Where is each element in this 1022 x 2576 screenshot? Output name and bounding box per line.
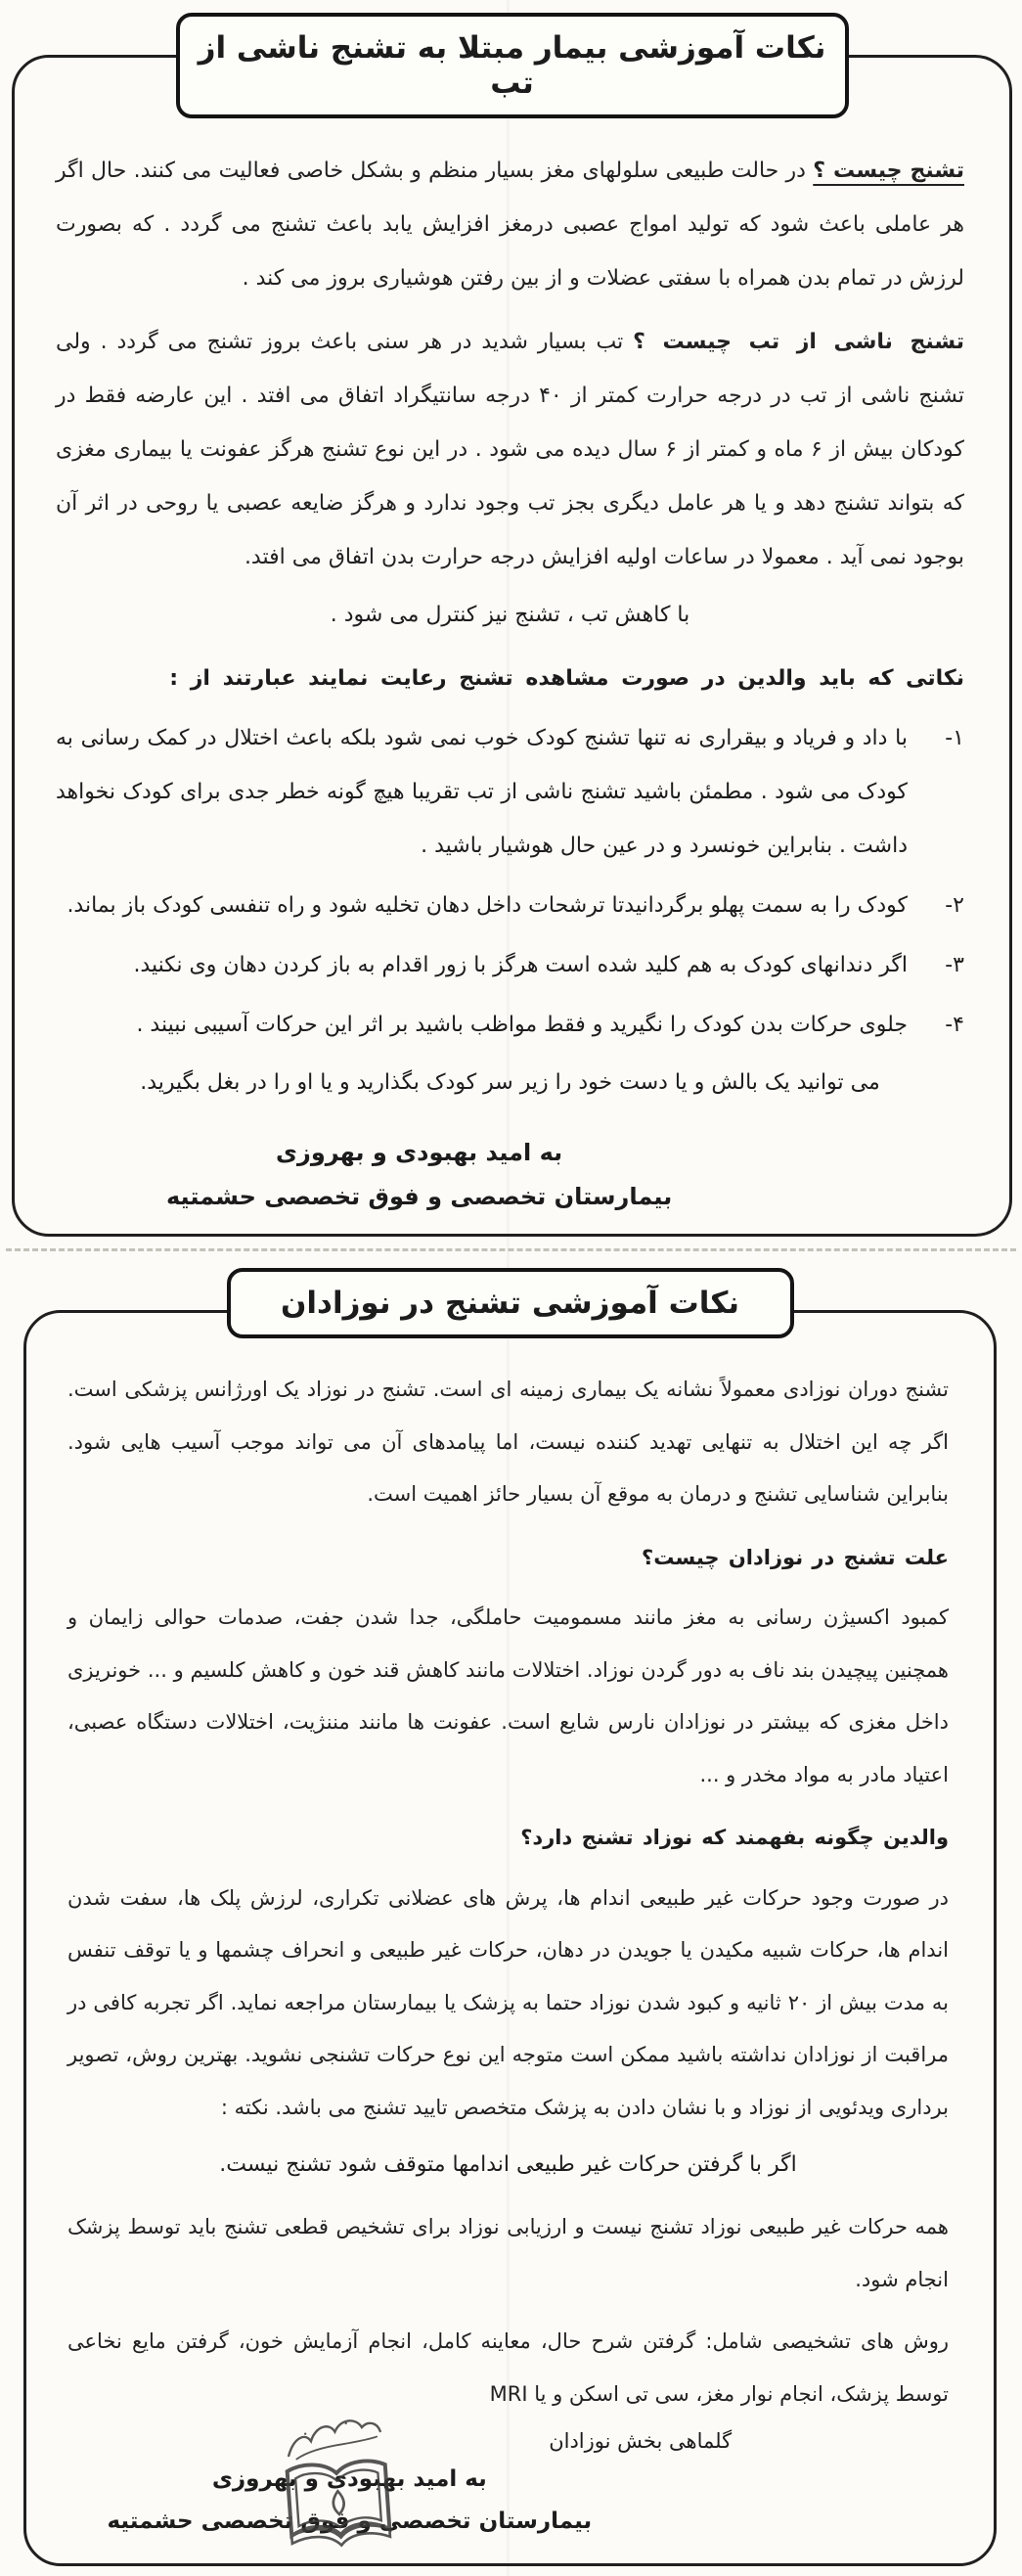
- medical-university-open-book-seal-icon: [268, 2408, 407, 2563]
- doc2-evaluation-paragraph: همه حرکات غیر طبیعی نوزاد تشنج نیست و ارزیابی نوزاد برای تشخیص قطعی تشنج باید توسط پزشک انجام شود.: [67, 2215, 949, 2291]
- list-item-text: جلوی حرکات بدن کودک را نگیرید و فقط مواظب باشید بر اثر این حرکات آسیبی نبیند .: [136, 1012, 908, 1037]
- doc2-neonatal-ward-signature: گلماهی بخش نوزادان: [549, 2428, 733, 2453]
- doc2-footer-hospital-name: بیمارستان تخصصی و فوق تخصصی حشمتیه: [107, 2508, 593, 2535]
- list-item: [56, 879, 964, 932]
- list-item-number: ۲-: [945, 892, 964, 918]
- doc2-recognize-paragraph: در صورت وجود حرکات غیر طبیعی اندام ها، پرش های عضلانی تکراری، لرزش پلک ها، سفت شدن اندام ها، حرکات شبیه مکیدن یا جویدن در دهان، حرکات غیر طبیعی و انحراف چشمها و یا توقف تنفس به مدت بیش از ۲۰ ثانیه و کبود شدن نوزاد حتما به پزشک یا بیمارستان مراجعه نماید. اگر تجربه کافی در مراقبت از نوزادان نداشته باشید ممکن است متوجه این نوع حرکات تشنجی نشوید. بهترین روش، تصویر برداری ویدئویی از نوزاد و با نشان دادن به پزشک متخصص تایید تشنج می باشد. نکته :: [67, 1885, 950, 2119]
- doc2-diagnostic-methods-paragraph: روش های تشخیصی شامل: گرفتن شرح حال، معاینه کامل، انجام آزمایش خون، گرفتن مایع نخاعی توسط پزشک، انجام نوار مغز، سی تی اسکن و یا MRI: [67, 2329, 949, 2406]
- list-item-number: ۳-: [945, 952, 964, 977]
- list-item: [56, 711, 964, 873]
- doc1-parents-list-heading: نکاتی که باید والدین در صورت مشاهده تشنج رعایت نمایند عبارتند از :: [169, 666, 964, 691]
- list-item: [56, 998, 964, 1052]
- doc2-title: نکات آموزشی تشنج در نوزادان: [280, 1285, 740, 1321]
- doc2-note-line: اگر با گرفتن حرکات غیر طبیعی اندامها متوقف شود تشنج نیست.: [219, 2152, 797, 2178]
- doc1-paragraph-what-is-seizure: [56, 144, 964, 305]
- list-item-number: ۴-: [945, 1012, 964, 1037]
- list-item-text: اگر دندانهای کودک به هم کلید شده است هرگز با زور اقدام به باز کردن دهان وی نکنید.: [133, 952, 908, 977]
- doc1-footer: [56, 1131, 964, 1220]
- doc2-footer: [67, 2459, 949, 2544]
- doc2-wrapper: [0, 1285, 1022, 2566]
- dashed-separator-line: [6, 1248, 1016, 1251]
- doc2-recognize-heading: والدین چگونه بفهمند که نوزاد تشنج دارد؟: [520, 1826, 949, 1850]
- doc2-intro-paragraph: تشنج دوران نوزادی معمولاً نشانه یک بیماری زمینه ای است. تشنج در نوزاد یک اورژانس پزشکی است. اگر چه این اختلال به تنهایی تهدید کننده نیست، اما پیامدهای آن می تواند موجب آسیب هایی شود. بنابراین شناسایی تشنج و درمان به موقع آن بسیار حائز اهمیت است.: [67, 1377, 949, 1507]
- doc1-fever-control-note: با کاهش تب ، تشنج نیز کنترل می شود .: [330, 603, 690, 627]
- doc1-body: [15, 128, 1009, 1234]
- doc2-title-box: [227, 1268, 794, 1338]
- doc2-cause-paragraph: کمبود اکسیژن رسانی به مغز مانند مسمومیت حاملگی، جدا شدن جفت، صدمات حوالی زایمان و همچنین پیچیدن بند ناف به دور گردن نوزاد. اختلالات مانند کاهش قند خون و کاهش کلسیم و ... خونریزی داخل مغزی که بیشتر در نوزادان نارس شایع است. عفونت ها مانند مننژیت، اختلالات دستگاه عصبی، اعتیاد مادر به مواد مخدر و ...: [67, 1605, 949, 1786]
- doc1-title-box: [176, 13, 849, 118]
- doc1-para2-lead: تشنج ناشی از تب چیست ؟: [633, 330, 964, 354]
- doc1-para2-text: تب بسیار شدید در هر سنی باعث بروز تشنج می گردد . ولی تشنج ناشی از تب در درجه حرارت کمتر از ۴۰ درجه سانتیگراد اتفاق می افتد . این عارضه فقط در کودکان بیش از ۶ ماه و کمتر از ۶ سال دیده می شود . در این نوع تشنج هرگز عفونت یا بیماری مغزی که بتواند تشنج دهد و یا هر عامل دیگری بجز تب وجود ندارد و هرگز ضایعه عصبی یا روحی در اثر آن بوجود نمی آید . معمولا در ساعات اولیه افزایش درجه حرارت بدن اتفاق می افتد.: [56, 330, 964, 569]
- doc1-paragraph-febrile-seizure: [56, 315, 964, 584]
- list-item-text: کودک را به سمت پهلو برگردانیدتا ترشحات داخل دهان تخلیه شود و راه تنفسی کودک باز بماند.: [67, 892, 908, 918]
- doc1-para1-text: در حالت طبیعی سلولهای مغز بسیار منظم و بشکل خاصی فعالیت می کنند. حال اگر هر عاملی باعث شود که تولید امواج عصبی درمغز افزایش یابد باعث تشنج می گردد . که بصورت لرزش در تمام بدن همراه با سفتی عضلات و از بین رفتن هوشیاری بروز می کند .: [56, 158, 964, 291]
- doc1-footer-hospital-name: بیمارستان تخصصی و فوق تخصصی حشمتیه: [165, 1183, 673, 1211]
- doc1-footer-wish: به امید بهبودی و بهروزی: [276, 1138, 563, 1166]
- doc1-item4-continuation: می توانید یک بالش و یا دست خود را زیر سر کودک بگذارید و یا او را در بغل بگیرید.: [140, 1069, 880, 1095]
- list-item-number: ۱-: [945, 725, 964, 750]
- doc2-cause-heading: علت تشنج در نوزادان چیست؟: [642, 1545, 949, 1569]
- list-item: [56, 938, 964, 992]
- doc1-title: نکات آموزشی بیمار مبتلا به تشنج ناشی از تب: [198, 30, 826, 101]
- doc2-body: [26, 1348, 994, 2563]
- febrile-seizure-leaflet: [12, 30, 1012, 1237]
- neonatal-seizure-leaflet: [23, 1285, 997, 2566]
- list-item-text: با داد و فریاد و بیقراری نه تنها تشنج کودک خوب نمی شود بلکه باعث اختلال در کمک رسانی به کودک می شود . مطمئن باشید تشنج ناشی از تب تقریبا هیچ گونه خطر جدی برای کودک نخواهد داشت . بنابراین خونسرد و در عین حال هوشیار باشید .: [56, 725, 908, 858]
- doc1-instructions-list: [56, 711, 964, 1052]
- doc1-para1-lead: تشنج چیست ؟: [813, 158, 964, 183]
- doc2-footer-wish: به امید بهبودی و بهروزی: [211, 2465, 487, 2492]
